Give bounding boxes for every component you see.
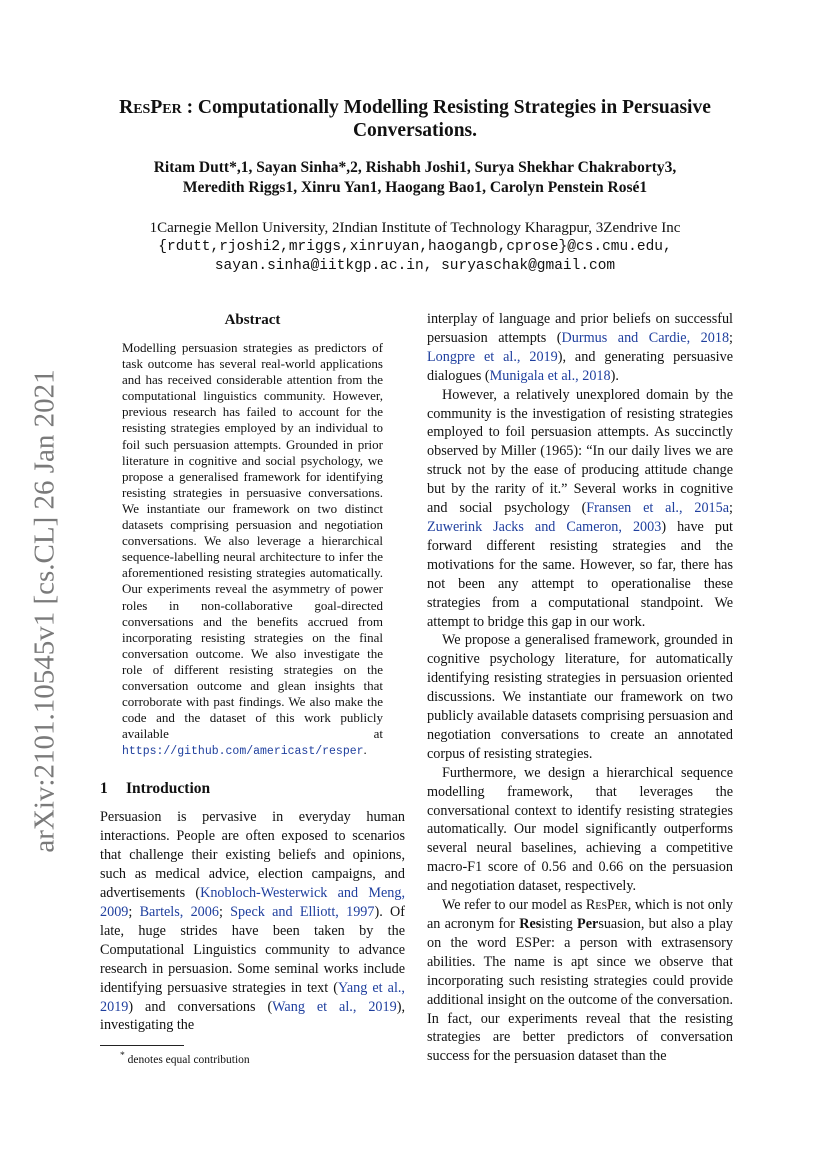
- section-title: Introduction: [126, 780, 211, 798]
- citation-link[interactable]: Longpre et al., 2019: [427, 348, 558, 365]
- bold-text: Per: [577, 916, 599, 932]
- bold-text: Res: [519, 916, 542, 932]
- paper-title: [90, 96, 740, 142]
- right-paragraph-3: We propose a generalised framework, grounded in cognitive psychology literature, for automatically identifying resisting strategies in persuasion oriented discussions. We instantiate our framework on two publicly available datasets comprising persuasion and negotiation conversations to create an annotated corpus of resisting strategies.: [427, 632, 733, 762]
- body-text: ).: [610, 367, 619, 384]
- affiliations: [90, 219, 740, 276]
- citation-link[interactable]: Fransen et al., 2015a: [586, 500, 730, 517]
- abstract-text: Modelling persuasion strategies as predictors of task outcome has several real-world applications and has received considerable attention from the computational linguistics community. However, previous research has failed to account for the resisting strategies employed by an individual to foil such persuasion attempts. Grounded in prior literature in cognitive and social psychology, we propose a generalised framework for identifying resisting strategies in persuasive conversations. We instantiate our framework on two distinct datasets comprising persuasion and negotiation conversations. We also leverage a hierarchical sequence-labelling neural architecture to infer the aforementioned resisting strategies automatically. Our experiments reveal the asymmetry of power roles in non-collaborative goal-directed conversations and the benefits accrued from incorporating resisting strategies on the final conversation outcome. We also investigate the role of different resisting strategies on the conversation outcome and glean insights that corroborate with past findings. We also make the code and the dataset of this work publicly available at: [122, 340, 383, 742]
- footnote: [120, 1050, 250, 1066]
- author-line-2: Meredith Riggs1, Xinru Yan1, Haogang Bao1, Carolyn Penstein Rosé1: [182, 179, 648, 196]
- body-text: ), and generating persuasive dialogues (: [427, 348, 733, 384]
- body-text: However, a relatively unexplored domain by the community is the investigation of resisting strategies employed to foil persuasion attempts. As succinctly observed by Miller (1965): “In our daily lives we are struck not by the ease of producing attitude change but by the rarity of it.” Several works in cognitive and social psychology (: [427, 386, 733, 517]
- body-text: ) have put forward different resisting strategies and the motivations for the same. However, so far, there has not been any attempt to operationalise these strategies from a computational standpoint. We attempt to bridge this gap in our work.: [427, 518, 733, 630]
- code-link[interactable]: https://github.com/americast/resper: [122, 745, 364, 759]
- footnote-mark: *: [120, 1050, 125, 1061]
- section-heading-introduction: [100, 778, 405, 800]
- email-line-1: {rdutt,rjoshi2,mriggs,xinruyan,haogangb,cprose}@cs.cmu.edu,: [158, 239, 672, 255]
- abstract-end: .: [363, 742, 367, 758]
- citation-link[interactable]: Knobloch-Westerwick and Meng, 2009: [100, 885, 405, 920]
- body-text: isting: [541, 916, 578, 932]
- section-number: 1: [100, 780, 108, 798]
- intro-text: ;: [218, 903, 231, 920]
- intro-text: ;: [128, 903, 140, 920]
- citation-link[interactable]: Bartels, 2006: [139, 903, 219, 920]
- affiliation-line: 1Carnegie Mellon University, 2Indian Institute of Technology Kharagpur, 3Zendrive Inc: [149, 220, 681, 236]
- right-column: [427, 310, 733, 1066]
- email-line-2: sayan.sinha@iitkgp.ac.in, suryaschak@gmail.com: [214, 258, 616, 274]
- body-text: , which is not only an acronym for: [427, 897, 733, 932]
- intro-text: ), investigating the: [100, 998, 405, 1034]
- body-text: ;: [729, 329, 733, 346]
- citation-link[interactable]: Yang et al., 2019: [100, 979, 405, 1015]
- body-text: interplay of language and prior beliefs on successful persuasion attempts (: [427, 311, 733, 346]
- model-name: ResPer: [585, 897, 628, 914]
- arxiv-id: arXiv:2101.10545v1 [cs.CL] 26 Jan 2021: [28, 369, 61, 853]
- footnote-rule: [100, 1045, 184, 1046]
- citation-link[interactable]: Speck and Elliott, 1997: [230, 903, 375, 920]
- body-text: ;: [729, 500, 733, 517]
- left-column: [100, 310, 405, 1035]
- citation-link[interactable]: Durmus and Cardie, 2018: [561, 329, 730, 346]
- right-paragraph-4: Furthermore, we design a hierarchical sequence modelling framework, that leverages the conversational context to identify resisting strategies automatically. Our model significantly outperforms several neural baselines, achieving a competitive macro-F1 score of 0.56 and 0.66 on the persuasion and negotiation dataset, respectively.: [427, 764, 733, 895]
- citation-link[interactable]: Zuwerink Jacks and Cameron, 2003: [427, 518, 662, 535]
- intro-text: ) and conversations (: [128, 998, 273, 1015]
- intro-text: Persuasion is pervasive in everyday human interactions. People are often exposed to scenarios that challenge their existing beliefs and opinions, such as medical advice, election campaigns, and advertisements (: [100, 809, 405, 902]
- citation-link[interactable]: Wang et al., 2019: [272, 998, 397, 1015]
- right-paragraph-2: [427, 386, 733, 632]
- arxiv-sidebar: [28, 369, 62, 853]
- abstract-heading: Abstract: [224, 312, 281, 328]
- right-paragraph-1: [427, 310, 733, 386]
- title-rest: : Computationally Modelling Resisting Strategies in Persuasive Conversations.: [181, 97, 711, 141]
- author-list: [90, 158, 740, 198]
- right-paragraph-5: [427, 896, 733, 1066]
- author-line-1: Ritam Dutt*,1, Sayan Sinha*,2, Rishabh Joshi1, Surya Shekhar Chakraborty3,: [153, 159, 677, 176]
- body-text: We refer to our model as: [442, 897, 586, 914]
- citation-link[interactable]: Munigala et al., 2018: [489, 367, 611, 384]
- footnote-text: denotes equal contribution: [127, 1053, 250, 1066]
- intro-text: ). Of late, huge strides have been taken by the Computational Linguistics community to advance research in persuasion. Some seminal works include identifying persuasive strategies in text (: [100, 903, 405, 996]
- abstract-body: [122, 340, 383, 760]
- title-acronym: ResPer: [119, 97, 182, 118]
- body-text: suasion, but also a play on the word ESPer: a person with extrasensory abilities. The name is apt since we observe that incorporating such resisting strategies could provide additional insight on the outcome of the conversation. In fact, our experiments reveal that the resisting strategies are better predictors of conversation success for the persuasion dataset than the: [427, 916, 733, 1065]
- intro-paragraph-1: [100, 808, 405, 1035]
